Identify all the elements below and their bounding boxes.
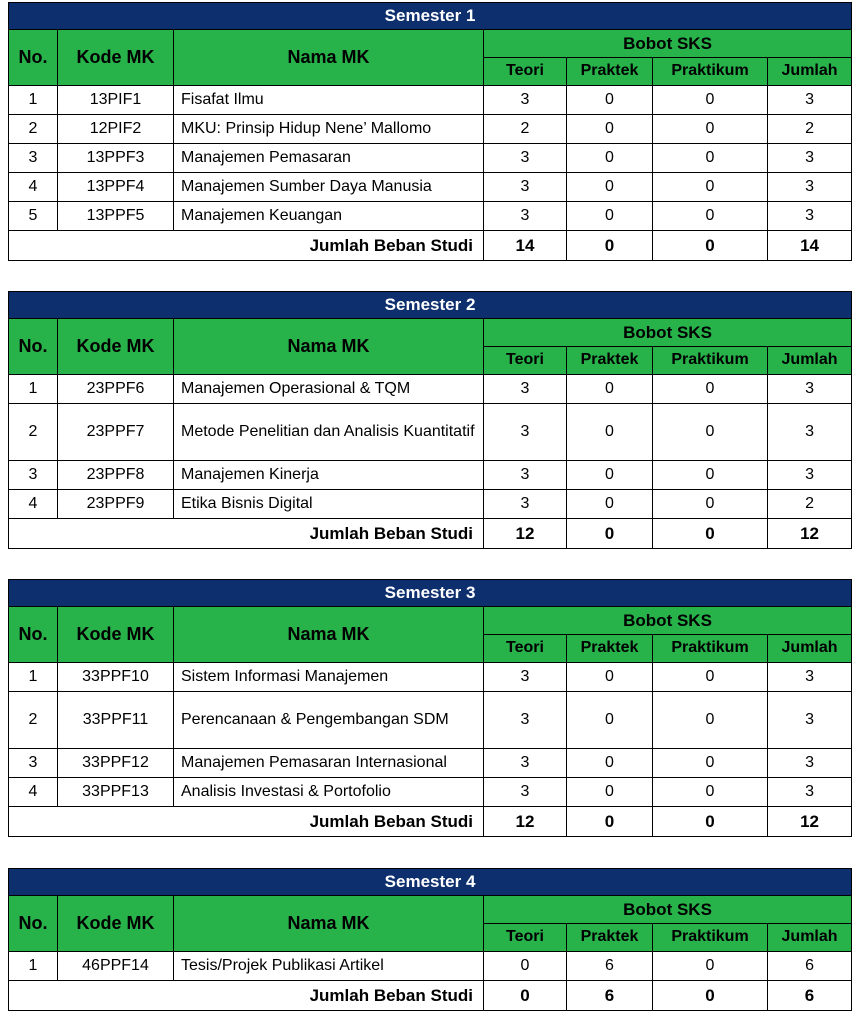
header-kode-mk: Kode MK	[58, 607, 174, 663]
row-praktikum: 0	[653, 86, 768, 115]
row-teori: 2	[484, 115, 567, 144]
header-kode-mk: Kode MK	[58, 30, 174, 86]
header-jumlah: Jumlah	[768, 347, 852, 375]
row-praktek: 6	[567, 952, 653, 981]
row-kode: 13PPF5	[58, 202, 174, 231]
row-teori: 3	[484, 663, 567, 692]
row-nama: Perencanaan & Pengembangan SDM	[174, 692, 484, 749]
row-kode: 12PIF2	[58, 115, 174, 144]
table-row	[9, 778, 852, 807]
row-no: 3	[9, 461, 58, 490]
total-label: Jumlah Beban Studi	[9, 231, 484, 261]
total-row	[9, 519, 852, 549]
table-row	[9, 490, 852, 519]
row-kode: 33PPF13	[58, 778, 174, 807]
row-no: 4	[9, 173, 58, 202]
row-praktek: 0	[567, 461, 653, 490]
row-nama: Etika Bisnis Digital	[174, 490, 484, 519]
semester-table	[8, 579, 852, 837]
row-teori: 3	[484, 202, 567, 231]
row-praktikum: 0	[653, 375, 768, 404]
row-praktikum: 0	[653, 144, 768, 173]
header-kode-mk: Kode MK	[58, 319, 174, 375]
row-no: 1	[9, 375, 58, 404]
total-praktek: 0	[567, 519, 653, 549]
row-teori: 3	[484, 86, 567, 115]
row-teori: 3	[484, 490, 567, 519]
row-kode: 13PPF3	[58, 144, 174, 173]
row-jumlah: 6	[768, 952, 852, 981]
row-praktek: 0	[567, 404, 653, 461]
row-nama: Tesis/Projek Publikasi Artikel	[174, 952, 484, 981]
total-praktikum: 0	[653, 519, 768, 549]
semester-table	[8, 291, 852, 549]
row-teori: 3	[484, 144, 567, 173]
row-nama: Manajemen Operasional & TQM	[174, 375, 484, 404]
row-jumlah: 3	[768, 375, 852, 404]
row-jumlah: 3	[768, 461, 852, 490]
header-jumlah: Jumlah	[768, 58, 852, 86]
total-jumlah: 6	[768, 981, 852, 1011]
total-praktikum: 0	[653, 981, 768, 1011]
row-jumlah: 3	[768, 692, 852, 749]
semester-table	[8, 868, 852, 1011]
header-bobot-sks: Bobot SKS	[484, 319, 852, 347]
table-row	[9, 144, 852, 173]
table-row	[9, 749, 852, 778]
row-nama: Manajemen Pemasaran	[174, 144, 484, 173]
row-praktek: 0	[567, 490, 653, 519]
row-nama: Metode Penelitian dan Analisis Kuantitatif	[174, 404, 484, 461]
row-jumlah: 3	[768, 202, 852, 231]
semester-title: Semester 2	[9, 292, 852, 319]
row-no: 1	[9, 663, 58, 692]
total-row	[9, 981, 852, 1011]
row-jumlah: 3	[768, 86, 852, 115]
semester-title: Semester 4	[9, 869, 852, 896]
header-no: No.	[9, 319, 58, 375]
row-kode: 23PPF8	[58, 461, 174, 490]
semester-title: Semester 3	[9, 580, 852, 607]
row-kode: 13PPF4	[58, 173, 174, 202]
row-praktek: 0	[567, 115, 653, 144]
header-teori: Teori	[484, 347, 567, 375]
table-row	[9, 375, 852, 404]
row-jumlah: 3	[768, 144, 852, 173]
row-nama: Fisafat Ilmu	[174, 86, 484, 115]
total-row	[9, 807, 852, 837]
total-teori: 12	[484, 807, 567, 837]
header-no: No.	[9, 30, 58, 86]
row-praktikum: 0	[653, 461, 768, 490]
row-nama: Analisis Investasi & Portofolio	[174, 778, 484, 807]
table-row	[9, 663, 852, 692]
total-row	[9, 231, 852, 261]
row-kode: 13PIF1	[58, 86, 174, 115]
row-praktikum: 0	[653, 115, 768, 144]
row-kode: 33PPF11	[58, 692, 174, 749]
row-praktek: 0	[567, 692, 653, 749]
row-kode: 23PPF7	[58, 404, 174, 461]
table-row	[9, 952, 852, 981]
header-praktikum: Praktikum	[653, 635, 768, 663]
header-praktek: Praktek	[567, 635, 653, 663]
total-label: Jumlah Beban Studi	[9, 519, 484, 549]
row-kode: 33PPF10	[58, 663, 174, 692]
table-row	[9, 173, 852, 202]
row-kode: 33PPF12	[58, 749, 174, 778]
semester-title: Semester 1	[9, 3, 852, 30]
row-kode: 23PPF9	[58, 490, 174, 519]
row-praktek: 0	[567, 663, 653, 692]
total-praktek: 0	[567, 231, 653, 261]
header-nama-mk: Nama MK	[174, 30, 484, 86]
row-no: 3	[9, 144, 58, 173]
row-nama: Manajemen Pemasaran Internasional	[174, 749, 484, 778]
header-bobot-sks: Bobot SKS	[484, 30, 852, 58]
total-praktek: 0	[567, 807, 653, 837]
row-no: 2	[9, 404, 58, 461]
row-jumlah: 3	[768, 404, 852, 461]
header-no: No.	[9, 896, 58, 952]
row-nama: MKU: Prinsip Hidup Nene’ Mallomo	[174, 115, 484, 144]
table-row	[9, 202, 852, 231]
row-praktikum: 0	[653, 952, 768, 981]
total-teori: 14	[484, 231, 567, 261]
row-praktek: 0	[567, 375, 653, 404]
header-nama-mk: Nama MK	[174, 896, 484, 952]
header-jumlah: Jumlah	[768, 635, 852, 663]
row-no: 1	[9, 952, 58, 981]
table-row	[9, 692, 852, 749]
row-nama: Manajemen Keuangan	[174, 202, 484, 231]
row-praktikum: 0	[653, 692, 768, 749]
row-no: 4	[9, 490, 58, 519]
row-praktek: 0	[567, 86, 653, 115]
total-jumlah: 12	[768, 519, 852, 549]
row-praktek: 0	[567, 778, 653, 807]
header-teori: Teori	[484, 58, 567, 86]
total-praktikum: 0	[653, 807, 768, 837]
row-teori: 3	[484, 749, 567, 778]
total-label: Jumlah Beban Studi	[9, 981, 484, 1011]
row-no: 1	[9, 86, 58, 115]
table-row	[9, 404, 852, 461]
header-teori: Teori	[484, 635, 567, 663]
total-label: Jumlah Beban Studi	[9, 807, 484, 837]
header-bobot-sks: Bobot SKS	[484, 607, 852, 635]
header-kode-mk: Kode MK	[58, 896, 174, 952]
row-praktek: 0	[567, 144, 653, 173]
row-praktikum: 0	[653, 173, 768, 202]
row-praktek: 0	[567, 749, 653, 778]
row-nama: Manajemen Kinerja	[174, 461, 484, 490]
total-jumlah: 12	[768, 807, 852, 837]
row-teori: 3	[484, 692, 567, 749]
table-row	[9, 86, 852, 115]
row-praktikum: 0	[653, 490, 768, 519]
row-teori: 3	[484, 461, 567, 490]
header-jumlah: Jumlah	[768, 924, 852, 952]
row-jumlah: 3	[768, 778, 852, 807]
header-praktikum: Praktikum	[653, 347, 768, 375]
header-praktek: Praktek	[567, 58, 653, 86]
total-praktikum: 0	[653, 231, 768, 261]
header-praktikum: Praktikum	[653, 924, 768, 952]
row-no: 5	[9, 202, 58, 231]
row-teori: 3	[484, 778, 567, 807]
row-praktikum: 0	[653, 202, 768, 231]
row-teori: 3	[484, 375, 567, 404]
row-praktikum: 0	[653, 749, 768, 778]
header-praktek: Praktek	[567, 347, 653, 375]
header-praktikum: Praktikum	[653, 58, 768, 86]
header-nama-mk: Nama MK	[174, 607, 484, 663]
row-jumlah: 2	[768, 115, 852, 144]
row-teori: 3	[484, 173, 567, 202]
row-no: 4	[9, 778, 58, 807]
row-teori: 3	[484, 404, 567, 461]
row-no: 2	[9, 692, 58, 749]
row-teori: 0	[484, 952, 567, 981]
header-praktek: Praktek	[567, 924, 653, 952]
table-row	[9, 461, 852, 490]
row-no: 3	[9, 749, 58, 778]
semester-table	[8, 2, 852, 261]
row-nama: Sistem Informasi Manajemen	[174, 663, 484, 692]
row-nama: Manajemen Sumber Daya Manusia	[174, 173, 484, 202]
header-nama-mk: Nama MK	[174, 319, 484, 375]
row-jumlah: 2	[768, 490, 852, 519]
row-jumlah: 3	[768, 663, 852, 692]
total-teori: 12	[484, 519, 567, 549]
table-row	[9, 115, 852, 144]
row-praktikum: 0	[653, 663, 768, 692]
row-praktikum: 0	[653, 778, 768, 807]
row-jumlah: 3	[768, 749, 852, 778]
total-teori: 0	[484, 981, 567, 1011]
header-no: No.	[9, 607, 58, 663]
row-jumlah: 3	[768, 173, 852, 202]
row-praktek: 0	[567, 173, 653, 202]
row-kode: 46PPF14	[58, 952, 174, 981]
row-no: 2	[9, 115, 58, 144]
header-bobot-sks: Bobot SKS	[484, 896, 852, 924]
row-praktikum: 0	[653, 404, 768, 461]
header-teori: Teori	[484, 924, 567, 952]
total-jumlah: 14	[768, 231, 852, 261]
row-praktek: 0	[567, 202, 653, 231]
row-kode: 23PPF6	[58, 375, 174, 404]
total-praktek: 6	[567, 981, 653, 1011]
